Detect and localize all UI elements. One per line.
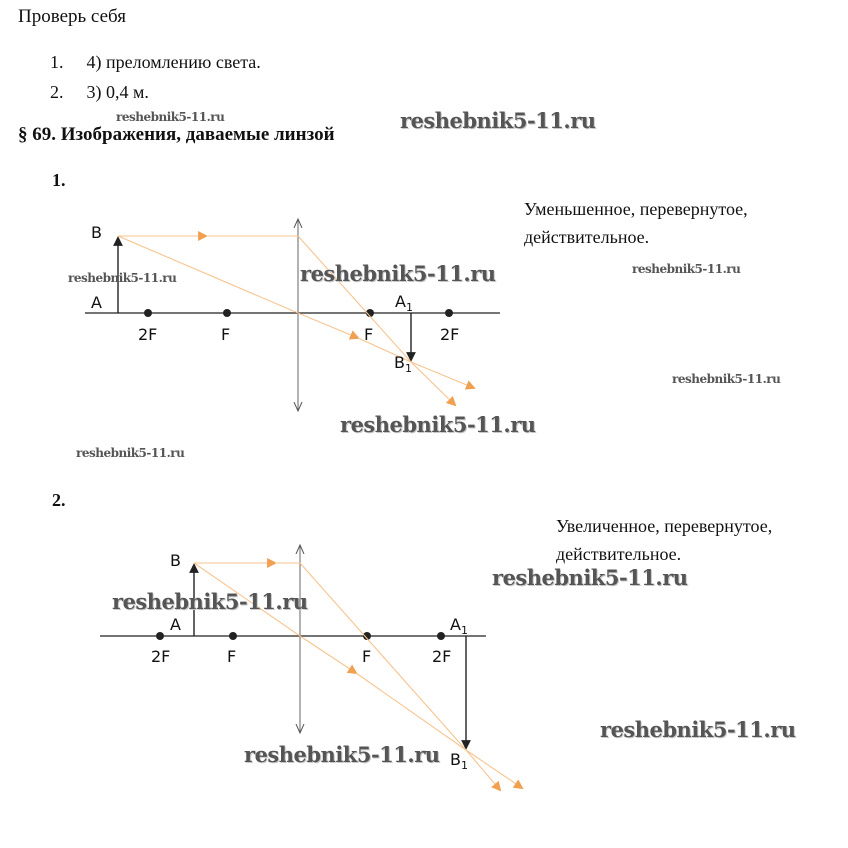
- label-2f-right: 2F: [440, 325, 460, 344]
- focus-point-icon: [156, 632, 164, 640]
- answer-2-text: 3) 0,4 м.: [86, 82, 149, 102]
- watermark: reshebnik5-11.ru: [112, 589, 308, 614]
- section-title: § 69. Изображения, даваемые линзой: [18, 124, 335, 145]
- task-2-number: 2.: [52, 490, 66, 510]
- watermark: reshebnik5-11.ru: [76, 446, 185, 460]
- label-b1: $B_1$: [450, 750, 468, 772]
- task-1-number: 1.: [52, 170, 66, 190]
- label-2f-left: 2F: [151, 647, 171, 666]
- watermark: reshebnik5-11.ru: [672, 372, 781, 386]
- label-f-left: F: [221, 325, 231, 344]
- watermark: reshebnik5-11.ru: [68, 271, 177, 285]
- page-heading: Проверь себя: [18, 6, 126, 27]
- watermark: reshebnik5-11.ru: [300, 261, 496, 286]
- label-2f-left: 2F: [138, 325, 158, 344]
- answer-1-number: 1.: [50, 52, 64, 72]
- label-b: B: [91, 223, 102, 242]
- label-b1: $B_1$: [394, 353, 412, 375]
- label-b: B: [170, 551, 181, 570]
- label-a1: $A_1$: [395, 292, 413, 314]
- label-2f-right: 2F: [432, 647, 452, 666]
- watermark: reshebnik5-11.ru: [116, 110, 225, 124]
- focus-point-icon: [437, 632, 445, 640]
- task-2-description: Увеличенное, перевернутое, действительное.: [556, 516, 773, 564]
- watermark: reshebnik5-11.ru: [492, 565, 688, 590]
- label-f-left: F: [227, 647, 237, 666]
- watermark: reshebnik5-11.ru: [340, 412, 536, 437]
- label-f-right: F: [364, 325, 374, 344]
- answer-2-number: 2.: [50, 82, 64, 102]
- watermark: reshebnik5-11.ru: [600, 717, 796, 742]
- label-f-right: F: [362, 647, 372, 666]
- watermark: reshebnik5-11.ru: [400, 108, 596, 133]
- label-a1: $A_1$: [450, 615, 468, 637]
- label-a: A: [170, 615, 181, 634]
- watermark: reshebnik5-11.ru: [632, 262, 741, 276]
- label-a: A: [91, 293, 102, 312]
- focus-point-icon: [229, 632, 237, 640]
- watermark: reshebnik5-11.ru: [244, 742, 440, 767]
- task-1-description: Уменьшенное, перевернутое, действительное.: [524, 199, 748, 247]
- answer-1-text: 4) преломлению света.: [86, 52, 261, 72]
